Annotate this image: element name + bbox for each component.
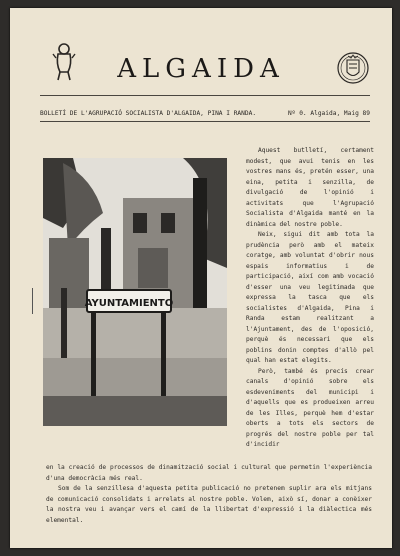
masthead-subtitle (40, 110, 370, 117)
issue-info: Nº 0. Algaida, Maig 89 (288, 110, 370, 117)
binding-mark (32, 288, 33, 314)
publisher-line: BOLLETÍ DE L'AGRUPACIÓ SOCIALISTA D'ALGAIDA, PINA I RANDA. (40, 110, 257, 117)
article-column (246, 146, 374, 451)
header-rule-bottom (40, 121, 370, 122)
newsletter-title: ALGAIDA (117, 54, 285, 84)
paragraph-intro: Aquest butlletí, certament modest, que avui tenis en les vostres mans és, pretén esser, una eina, petita i senzilla, de divulgació de l'opinió i activitats que l'Agrupació Socialista d'Algaida manté en la dinàmica del nostre poble. (246, 147, 374, 228)
paragraph-purpose: Neix, sigui dit amb tota la prudència però amb el mateix coratge, amb voluntat d'obrir nous espais informatius i de participació, així com amb vocació d'esser una veu legitimada que expressa la tasca que els socialistes d'Algaida, Pina i Randa estam realitzant a l'Ajuntament, des de l'oposició, perquè és necessari que els poblins donin comptes d'allò pel qual han estat elegits. (246, 231, 374, 364)
algaida-coat-of-arms-icon (336, 50, 370, 86)
article-continuation (46, 463, 372, 526)
newsletter-page (10, 8, 392, 548)
header-rule-top (40, 95, 370, 96)
paragraph-closing: Som de la senzillesa d'aquesta petita publicació no pretenem suplir ara els mitjans de comunicació consolidats i arrelats al nostre poble. Volem, això sí, donar a conèixer la nostra veu i avançar vers el camí de la llibertat d'expressió i la diàlectica més elemental. (46, 485, 372, 524)
sign-text: AYUNTAMIENTO (84, 298, 174, 309)
paragraph-opinion: Però, també és precís crear canals d'opinió sobre els esdeveniments del municipi i d'aquells que es produeixen arreu de les Illes, perquè hem d'estar oberts a tots els sectors de progrés del nostre poble per tal d'incidir (246, 367, 374, 448)
paragraph-continuation: en la creació de processos de dinamització social i cultural que permetin l'experiència d'una democràcia més real. (46, 464, 372, 482)
town-hall-sign-photo (43, 158, 227, 426)
